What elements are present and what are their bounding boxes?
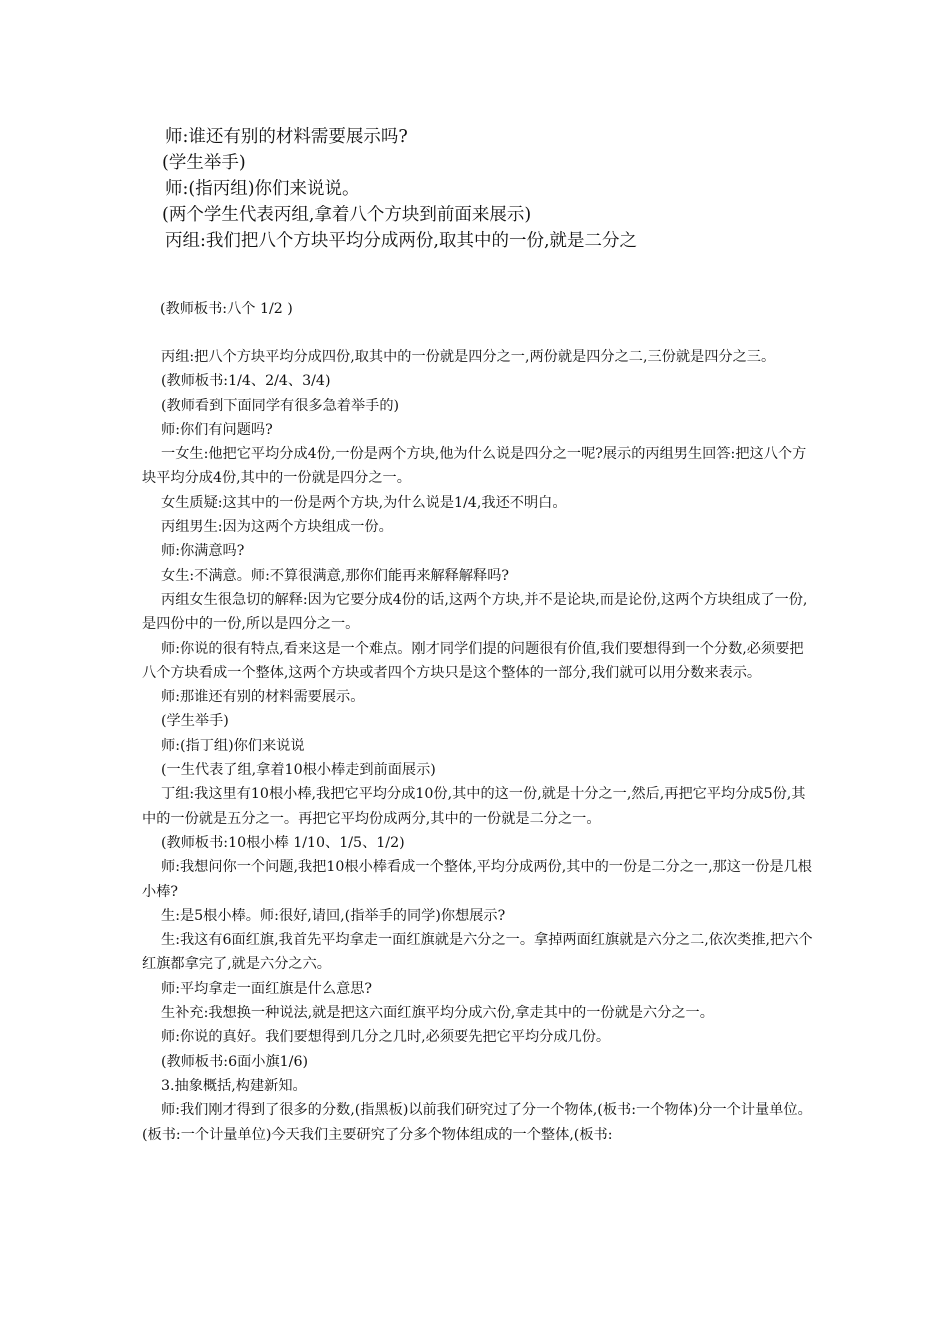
- line-students-raise-hands: (学生举手): [162, 153, 246, 173]
- dialogue-body: [142, 345, 817, 1147]
- paragraph: 师:你说的真好。我们要想得到几分之几时,必须要先把它平均分成几份。: [161, 1029, 611, 1046]
- paragraph: 3.抽象概括,构建新知。: [161, 1077, 307, 1094]
- paragraph: (教师看到下面同学有很多急着举手的): [161, 397, 400, 414]
- top-section: [162, 124, 865, 254]
- line-group-c-representatives: (两个学生代表丙组,拿着八个方块到前面来展示): [162, 205, 532, 225]
- paragraph: 丙组女生很急切的解释:因为它要分成4份的话,这两个方块,并不是论块,而是论份,这两个方块组成了一份,是四份中的一份,所以是四分之一。: [142, 591, 808, 633]
- paragraph: 师:你满意吗?: [161, 543, 245, 560]
- board-note-eight-half: (教师板书:八个 1/2 ): [160, 301, 293, 317]
- paragraph: 女生质疑:这其中的一份是两个方块,为什么说是1/4,我还不明白。: [161, 494, 567, 511]
- paragraph: 师:你们有问题吗?: [161, 421, 273, 438]
- paragraph: (教师板书:6面小旗1/6): [161, 1053, 309, 1070]
- paragraph: 师:我想问你一个问题,我把10根小棒看成一个整体,平均分成两份,其中的一份是二分之一,那这一份是几根小棒?: [142, 859, 812, 900]
- line-teacher-points-group-c: 师:(指丙组)你们来说说。: [165, 179, 360, 199]
- paragraph: 师:那谁还有别的材料需要展示。: [161, 689, 365, 706]
- paragraph: 师:(指丁组)你们来说说: [161, 737, 305, 754]
- paragraph: 丙组男生:因为这两个方块组成一份。: [161, 519, 393, 536]
- paragraph: 师:我们刚才得到了很多的分数,(指黑板)以前我们研究过了分一个物体,(板书:一个物体)分一个计量单位。(板书:一个计量单位)今天我们主要研究了分多个物体组成的一个整体,(板书:: [142, 1102, 812, 1143]
- paragraph: 生:是5根小棒。师:很好,请回,(指举手的同学)你想展示?: [161, 907, 506, 924]
- paragraph: (一生代表了组,拿着10根小棒走到前面展示): [161, 762, 436, 779]
- paragraph: 丙组:把八个方块平均分成四份,取其中的一份就是四分之一,两份就是四分之二,三份就是四分之三。: [161, 349, 776, 365]
- paragraph: (学生举手): [161, 713, 229, 730]
- paragraph: 师:平均拿走一面红旗是什么意思?: [161, 980, 373, 997]
- paragraph: (教师板书:1/4、2/4、3/4): [161, 373, 331, 390]
- paragraph: (教师板书:10根小棒 1/10、1/5、1/2): [161, 834, 405, 851]
- line-teacher-question: 师:谁还有别的材料需要展示吗?: [165, 127, 408, 147]
- paragraph: 丁组:我这里有10根小棒,我把它平均分成10份,其中的这一份,就是十分之一,然后,再把它平均分成5份,其中的一份就是五分之一。再把它平均份成两分,其中的一份就是二分之一。: [142, 786, 806, 827]
- paragraph: 师:你说的很有特点,看来这是一个难点。刚才同学们提的问题很有价值,我们要想得到一个分数,必须要把八个方块看成一个整体,这两个方块或者四个方块只是这个整体的一部分,我们就可以用分数来表示。: [142, 640, 804, 681]
- paragraph: 生:我这有6面红旗,我首先平均拿走一面红旗就是六分之一。拿掉两面红旗就是六分之二,依次类推,把六个红旗都拿完了,就是六分之六。: [142, 932, 813, 973]
- paragraph: 一女生:他把它平均分成4份,一份是两个方块,他为什么说是四分之一呢?展示的丙组男生回答:把这八个方块平均分成4份,其中的一份就是四分之一。: [142, 446, 807, 487]
- paragraph: 生补充:我想换一种说法,就是把这六面红旗平均分成六份,拿走其中的一份就是六分之一。: [161, 1005, 714, 1022]
- line-group-c-statement: 丙组:我们把八个方块平均分成两份,取其中的一份,就是二分之: [165, 231, 638, 251]
- paragraph: 女生:不满意。师:不算很满意,那你们能再来解释解释吗?: [161, 567, 509, 584]
